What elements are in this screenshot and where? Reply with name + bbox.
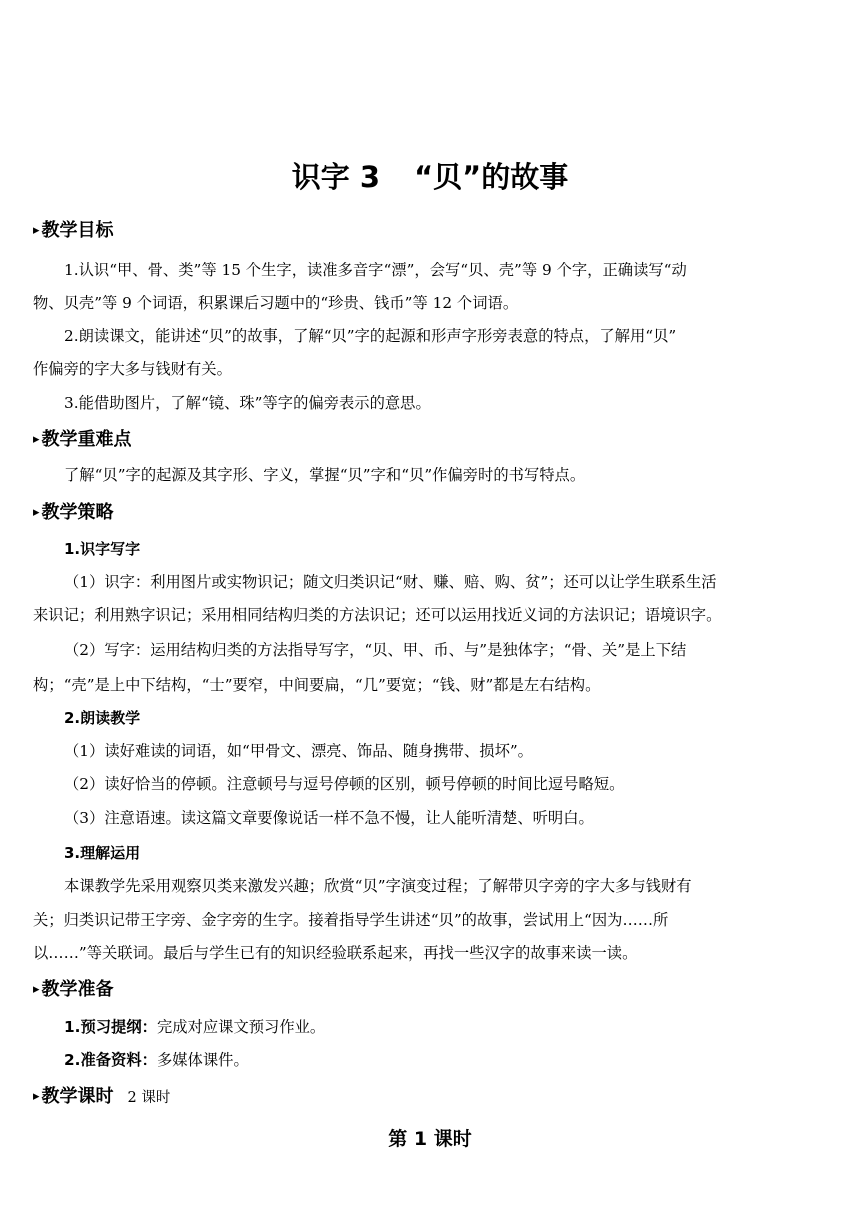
strategy-2-heading: 2.朗读教学 — [64, 709, 141, 727]
section-heading-goals: ▸ 教学目标 — [33, 220, 114, 241]
lesson-period-heading: 第 1 课时 — [388, 1128, 472, 1150]
strategy-2-c: （3）注意语速。读这篇文章要像说话一样不急不慢，让人能听清楚、听明白。 — [64, 809, 594, 827]
goal-3: 3.能借助图片，了解“镜、珠”等字的偏旁表示的意思。 — [64, 394, 431, 412]
triangle-marker-icon: ▸ — [33, 505, 40, 520]
triangle-marker-icon: ▸ — [33, 223, 40, 238]
strategy-1-a-line-1: （1）识字：利用图片或实物识记；随文归类识记“财、赚、赔、购、贫”；还可以让学生联系生活 — [64, 573, 717, 591]
preparation-1-text: 完成对应课文预习作业。 — [156, 1018, 326, 1036]
strategy-1-b-line-1: （2）写字：运用结构归类的方法指导写字，“贝、甲、币、与”是独体字；“骨、关”是上下结 — [64, 641, 687, 659]
strategy-2-a: （1）读好难读的词语，如“甲骨文、漂亮、饰品、随身携带、损坏”。 — [64, 742, 533, 760]
strategy-1-a-line-2: 来识记；利用熟字识记；采用相同结构归类的方法识记；还可以运用找近义词的方法识记；语境识字。 — [33, 606, 722, 624]
section-heading-strategy: ▸ 教学策略 — [33, 502, 114, 523]
strategy-3-line-3: 以……”等关联词。最后与学生已有的知识经验联系起来，再找一些汉字的故事来读一读。 — [33, 944, 638, 962]
goal-1-line-2: 物、贝壳”等 9 个词语，积累课后习题中的“珍贵、钱币”等 12 个词语。 — [33, 294, 519, 312]
strategy-3-line-1: 本课教学先采用观察贝类来激发兴趣；欣赏“贝”字演变过程；了解带贝字旁的字大多与钱财有 — [64, 877, 692, 895]
strategy-1-heading: 1.识字写字 — [64, 540, 141, 558]
strategy-3-line-2: 关；归类识记带王字旁、金字旁的生字。接着指导学生讲述“贝”的故事，尝试用上“因为……所 — [33, 911, 669, 929]
preparation-2 — [64, 1050, 834, 1070]
triangle-marker-icon: ▸ — [33, 432, 40, 447]
preparation-2-text: 多媒体课件。 — [156, 1051, 249, 1069]
strategy-3-heading: 3.理解运用 — [64, 844, 141, 862]
preparation-1-label: 1.预习提纲： — [64, 1018, 157, 1036]
triangle-marker-icon: ▸ — [33, 1089, 40, 1104]
goal-2-line-2: 作偏旁的字大多与钱财有关。 — [33, 360, 232, 378]
title-lesson-name: “贝”的故事 — [414, 160, 569, 194]
strategy-1-b-line-2: 构；“壳”是上中下结构，“士”要窄，中间要扁，“几”要宽；“钱、财”都是左右结构。 — [33, 676, 601, 694]
preparation-1 — [64, 1017, 834, 1037]
class-hours-value: 2 课时 — [127, 1090, 171, 1106]
section-heading-hours: ▸ 教学课时 2 课时 — [33, 1086, 171, 1107]
goal-2-line-1: 2.朗读课文，能讲述“贝”的故事，了解“贝”字的起源和形声字形旁表意的特点，了解用“贝” — [64, 327, 677, 345]
document-title — [0, 158, 860, 196]
goal-1-line-1: 1.认识“甲、骨、类”等 15 个生字，读准多音字“漂”，会写“贝、壳”等 9 个字，正确读写“动 — [64, 261, 687, 279]
strategy-2-b: （2）读好恰当的停顿。注意顿号与逗号停顿的区别，顿号停顿的时间比逗号略短。 — [64, 775, 625, 793]
key-point-text: 了解“贝”字的起源及其字形、字义，掌握“贝”字和“贝”作偏旁时的书写特点。 — [64, 466, 586, 484]
triangle-marker-icon: ▸ — [33, 982, 40, 997]
title-lesson-number: 识字 3 — [291, 160, 381, 194]
section-heading-preparation: ▸ 教学准备 — [33, 979, 114, 1000]
section-heading-key-points: ▸ 教学重难点 — [33, 429, 132, 450]
preparation-2-label: 2.准备资料： — [64, 1051, 157, 1069]
